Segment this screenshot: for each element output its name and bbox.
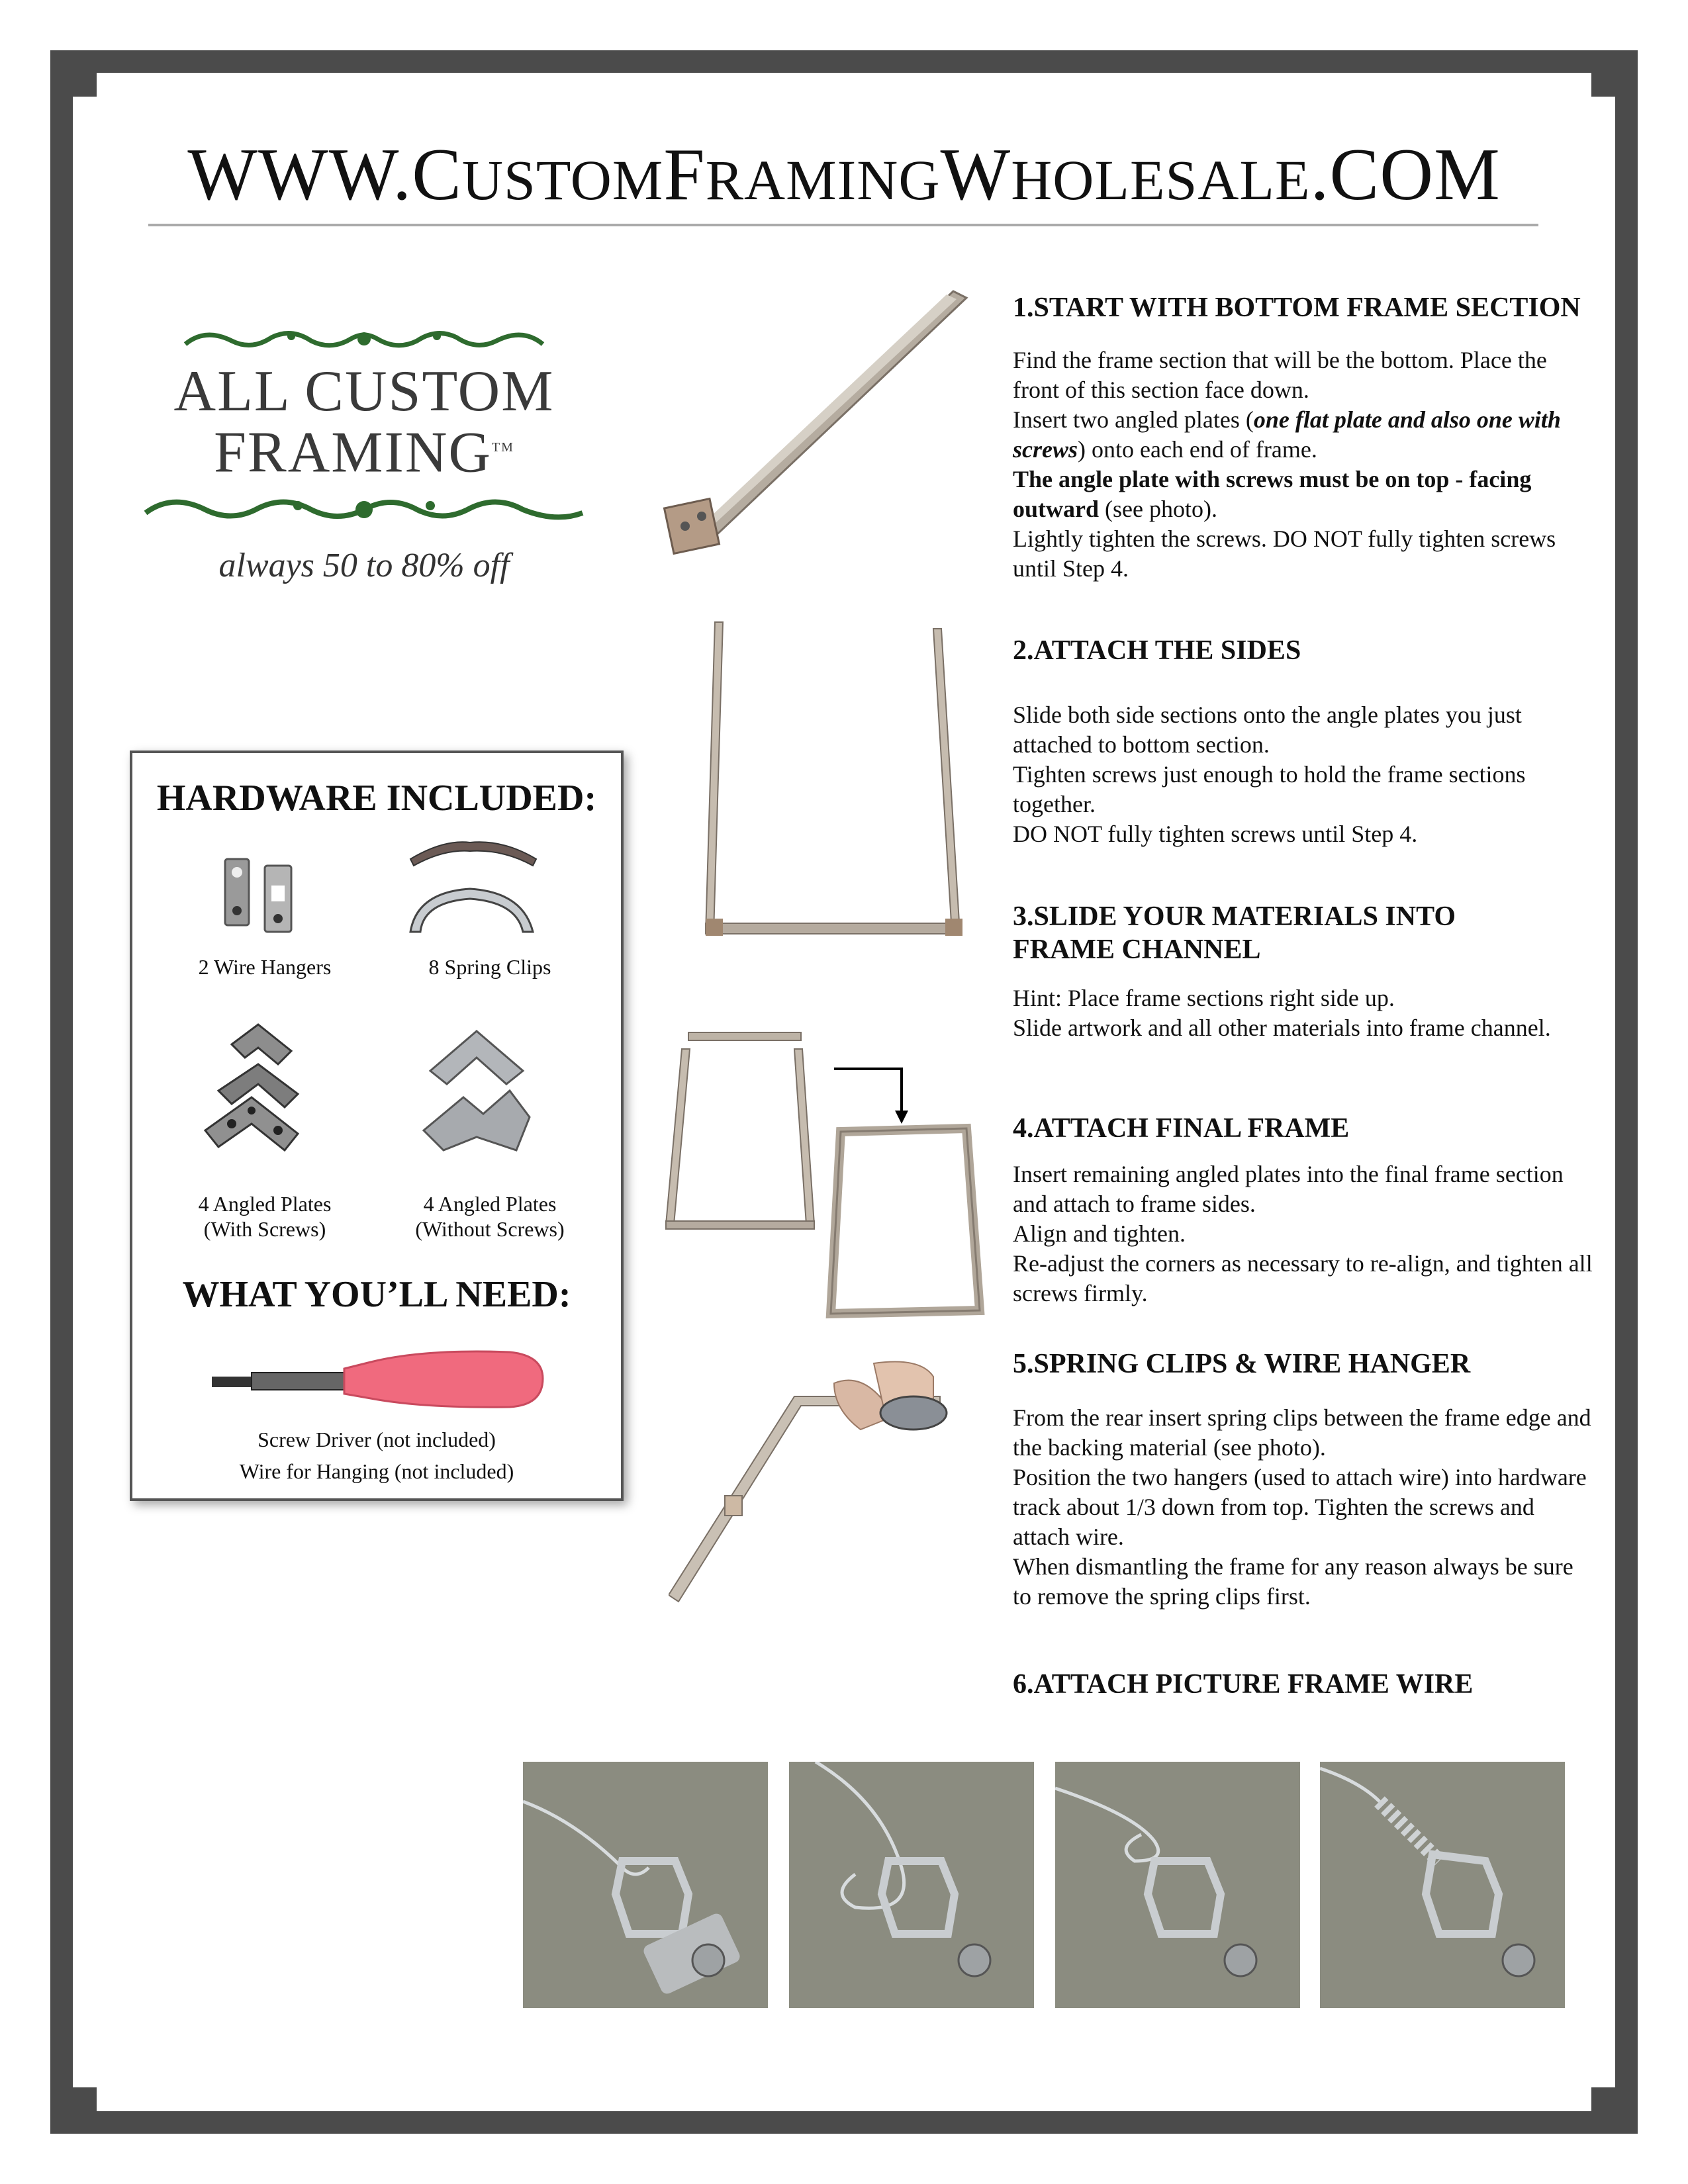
step2-heading — [1013, 634, 1595, 667]
step5-spring-clip-photo — [669, 1357, 980, 1608]
text-run: Insert two angled plates ( — [1013, 406, 1254, 433]
hardware-label-line: (Without Screws) — [415, 1217, 565, 1241]
step-title: ATTACH FINAL FRAME — [1033, 1113, 1350, 1144]
hardware-label-line: 4 Angled Plates — [198, 1192, 332, 1216]
title-part: WWW. — [187, 134, 412, 216]
step-number: 6. — [1013, 1669, 1034, 1700]
logo-name-line1: ALL CUSTOM — [173, 359, 555, 424]
hardware-label-plates-no-screws — [384, 1191, 596, 1242]
need-item-wire: Wire for Hanging (not included) — [239, 1459, 514, 1483]
step5-body — [1013, 1403, 1595, 1612]
step3-body — [1013, 983, 1595, 1043]
corner-notch — [73, 73, 97, 97]
step1-heading — [1013, 291, 1595, 324]
hardware-label-plates-screws — [159, 1191, 371, 1242]
step-paragraph: Find the frame section that will be the bottom. Place the front of this section face down. — [1013, 347, 1547, 403]
step-number: 2. — [1013, 635, 1034, 666]
logo-name-line2-wrap — [132, 420, 596, 485]
title-divider — [148, 224, 1538, 226]
step-paragraph: From the rear insert spring clips between the frame edge and the backing material (see photo). — [1013, 1404, 1591, 1461]
hardware-label-spring-clips: 8 Spring Clips — [428, 955, 551, 979]
step-number: 1. — [1013, 293, 1034, 323]
step-number: 5. — [1013, 1349, 1034, 1379]
step-paragraph — [1013, 465, 1595, 524]
step-paragraph — [1013, 405, 1595, 465]
step-title: ATTACH THE SIDES — [1033, 635, 1301, 666]
step-paragraph: DO NOT fully tighten screws until Step 4. — [1013, 821, 1418, 847]
step1-body — [1013, 345, 1595, 584]
text-run: ) onto each end of frame. — [1078, 436, 1317, 463]
step-paragraph: Position the two hangers (used to attach wire) into hardware track about 1/3 down from top. Tighten the screws and attach wire. — [1013, 1464, 1587, 1550]
angled-plate-screws-icon — [192, 1018, 324, 1170]
text-run: (see photo). — [1099, 496, 1217, 522]
title-part: W — [940, 134, 1011, 216]
step-title: START WITH BOTTOM FRAME SECTION — [1033, 293, 1581, 323]
ornament-top-icon — [179, 324, 549, 357]
logo-name-line2: FRAMING — [214, 420, 492, 485]
title-part: .COM — [1310, 134, 1501, 216]
title-part: HOLESALE — [1011, 148, 1311, 212]
step-paragraph: Hint: Place frame sections right side up. — [1013, 985, 1395, 1011]
title-part: F — [663, 134, 706, 216]
step-paragraph: Slide both side sections onto the angle plates you just attached to bottom section. — [1013, 702, 1522, 758]
step-title-line2: FRAME CHANNEL — [1013, 934, 1261, 965]
hardware-label-wire-hangers: 2 Wire Hangers — [198, 955, 332, 979]
title-part: C — [412, 134, 462, 216]
step-paragraph: Tighten screws just enough to hold the frame sections together. — [1013, 761, 1526, 817]
step-paragraph: Slide artwork and all other materials into frame channel. — [1013, 1015, 1551, 1041]
step-paragraph: Lightly tighten the screws. DO NOT fully tighten screws until Step 4. — [1013, 525, 1556, 582]
step4-body — [1013, 1160, 1595, 1308]
logo-tagline: always 50 to 80% off — [218, 547, 510, 584]
step-title: SLIDE YOUR MATERIALS INTO — [1033, 901, 1456, 932]
corner-notch — [1591, 73, 1615, 97]
need-item-screwdriver: Screw Driver (not included) — [258, 1428, 496, 1451]
company-logo — [132, 318, 596, 596]
title-part: RAMING — [705, 148, 941, 212]
corner-notch — [73, 2087, 97, 2111]
screwdriver-icon — [205, 1342, 549, 1415]
need-title: WHAT YOU’LL NEED: — [182, 1274, 571, 1315]
step-paragraph: Align and tighten. — [1013, 1220, 1186, 1247]
title-part: USTOM — [461, 148, 664, 212]
site-title[interactable] — [0, 132, 1688, 218]
logo-name — [132, 359, 596, 485]
wire-hanger-icon — [212, 852, 318, 938]
step-paragraph: Re-adjust the corners as necessary to re-align, and tighten all screws firmly. — [1013, 1250, 1593, 1306]
wire-twisted-icon — [1320, 1762, 1565, 2008]
hardware-box — [130, 751, 624, 1501]
corner-notch — [1591, 2087, 1615, 2111]
hardware-title: HARDWARE INCLUDED: — [156, 778, 597, 819]
step2-sides-photo — [695, 615, 973, 940]
wire-step-photo-2 — [789, 1762, 1034, 2008]
step2-body — [1013, 700, 1595, 849]
hardware-label-line: (With Screws) — [203, 1217, 326, 1241]
step3-4-frame-photo — [662, 1026, 993, 1330]
angled-plate-no-screws-icon — [410, 1018, 543, 1170]
wire-hanger-loop-icon — [523, 1762, 768, 2008]
step-number: 3. — [1013, 901, 1034, 932]
step-paragraph: Insert remaining angled plates into the final frame section and attach to frame sides. — [1013, 1161, 1564, 1217]
logo-trademark: TM — [491, 440, 514, 455]
spring-clip-icon — [404, 833, 543, 945]
wire-knot-icon — [1055, 1762, 1300, 2008]
step-number: 4. — [1013, 1113, 1034, 1144]
wire-step-photo-1 — [523, 1762, 768, 2008]
hardware-label-line: 4 Angled Plates — [423, 1192, 557, 1216]
wire-step-photo-3 — [1055, 1762, 1300, 2008]
step1-frame-section-photo — [655, 285, 973, 563]
step6-heading — [1013, 1668, 1595, 1701]
step3-heading — [1013, 900, 1595, 966]
step-paragraph: When dismantling the frame for any reason always be sure to remove the spring clips first. — [1013, 1553, 1573, 1610]
wire-loop-icon — [789, 1762, 1034, 2008]
text-run-emphasis: one flat plate and also one with screws — [1013, 406, 1561, 463]
wire-step-photo-4 — [1320, 1762, 1565, 2008]
step-title: SPRING CLIPS & WIRE HANGER — [1033, 1349, 1471, 1379]
text-run-bold: The angle plate with screws must be on top - facing outward — [1013, 466, 1532, 522]
step-title: ATTACH PICTURE FRAME WIRE — [1033, 1669, 1474, 1700]
ornament-bottom-icon — [139, 490, 589, 529]
step4-heading — [1013, 1112, 1595, 1145]
step5-heading — [1013, 1347, 1595, 1381]
